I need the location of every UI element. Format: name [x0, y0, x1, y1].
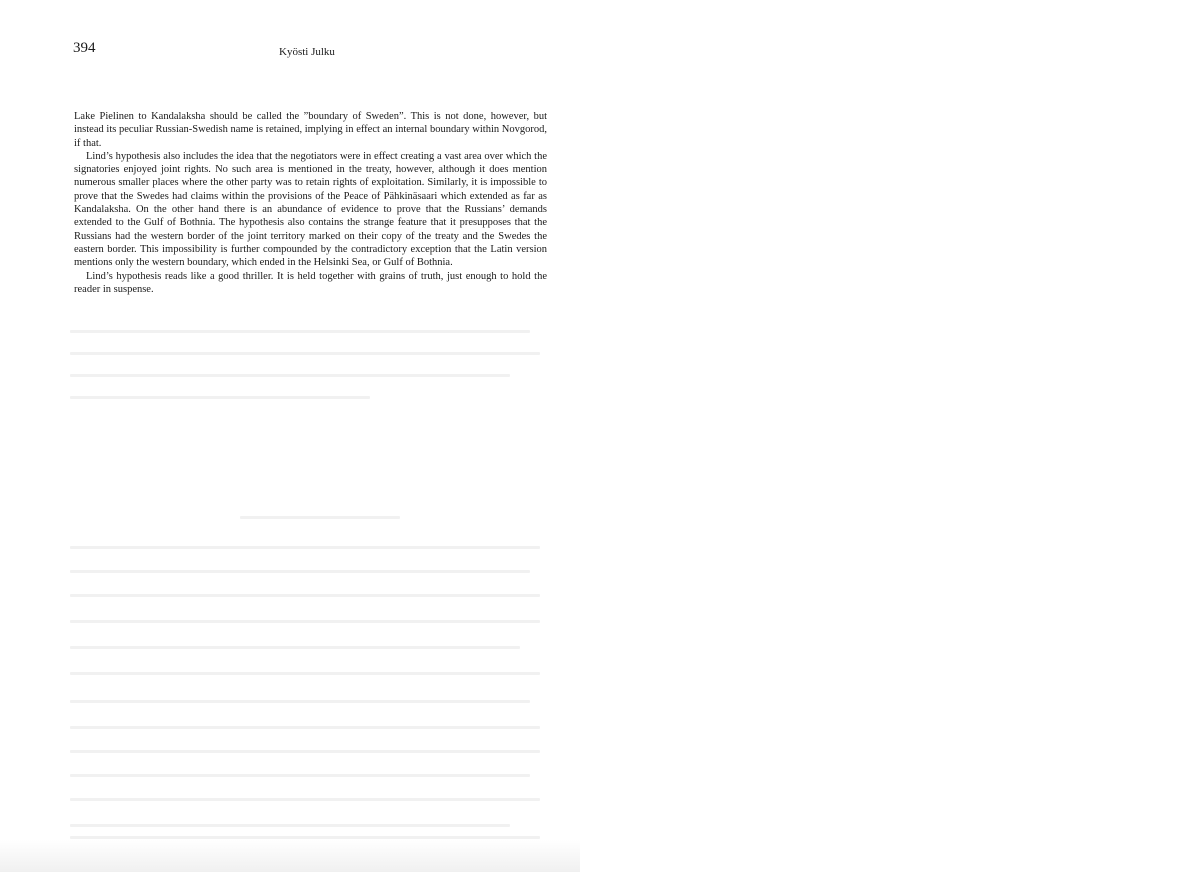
body-text	[74, 110, 547, 296]
paragraph: Lind’s hypothesis reads like a good thriller. It is held together with grains of truth, just enough to hold the reader in suspense.	[74, 270, 547, 295]
paragraph: Lake Pielinen to Kandalaksha should be called the ”boundary of Sweden”. This is not done, however, but instead its peculiar Russian-Swedish name is retained, implying in effect an internal boundary within Novgorod, if that.	[74, 111, 547, 149]
running-head: Kyösti Julku	[279, 46, 335, 58]
page-number: 394	[73, 40, 96, 56]
show-through-texture	[60, 330, 560, 860]
paragraph: Lind’s hypothesis also includes the idea that the negotiators were in effect creating a vast area over which the signatories enjoyed joint rights. No such area is mentioned in the treaty, however, although it does mention numerous smaller places where the other party was to retain rights of exploitation. Similarly, it is impossible to prove that the Swedes had claims within the provisions of the Peace of Pähkinäsaari which extended as far as Kandalaksha. On the other hand there is an abundance of evidence to prove that the Russians’ demands extended to the Gulf of Bothnia. The hypothesis also contains the strange feature that it presupposes that the Russians had the western border of the joint territory marked on their copy of the treaty and the Swedes the eastern border. This impossibility is further compounded by the contradictory exception that the Latin version mentions only the western boundary, which ended in the Helsinki Sea, or Gulf of Bothnia.	[74, 150, 547, 269]
scan-edge-shadow	[0, 840, 580, 872]
